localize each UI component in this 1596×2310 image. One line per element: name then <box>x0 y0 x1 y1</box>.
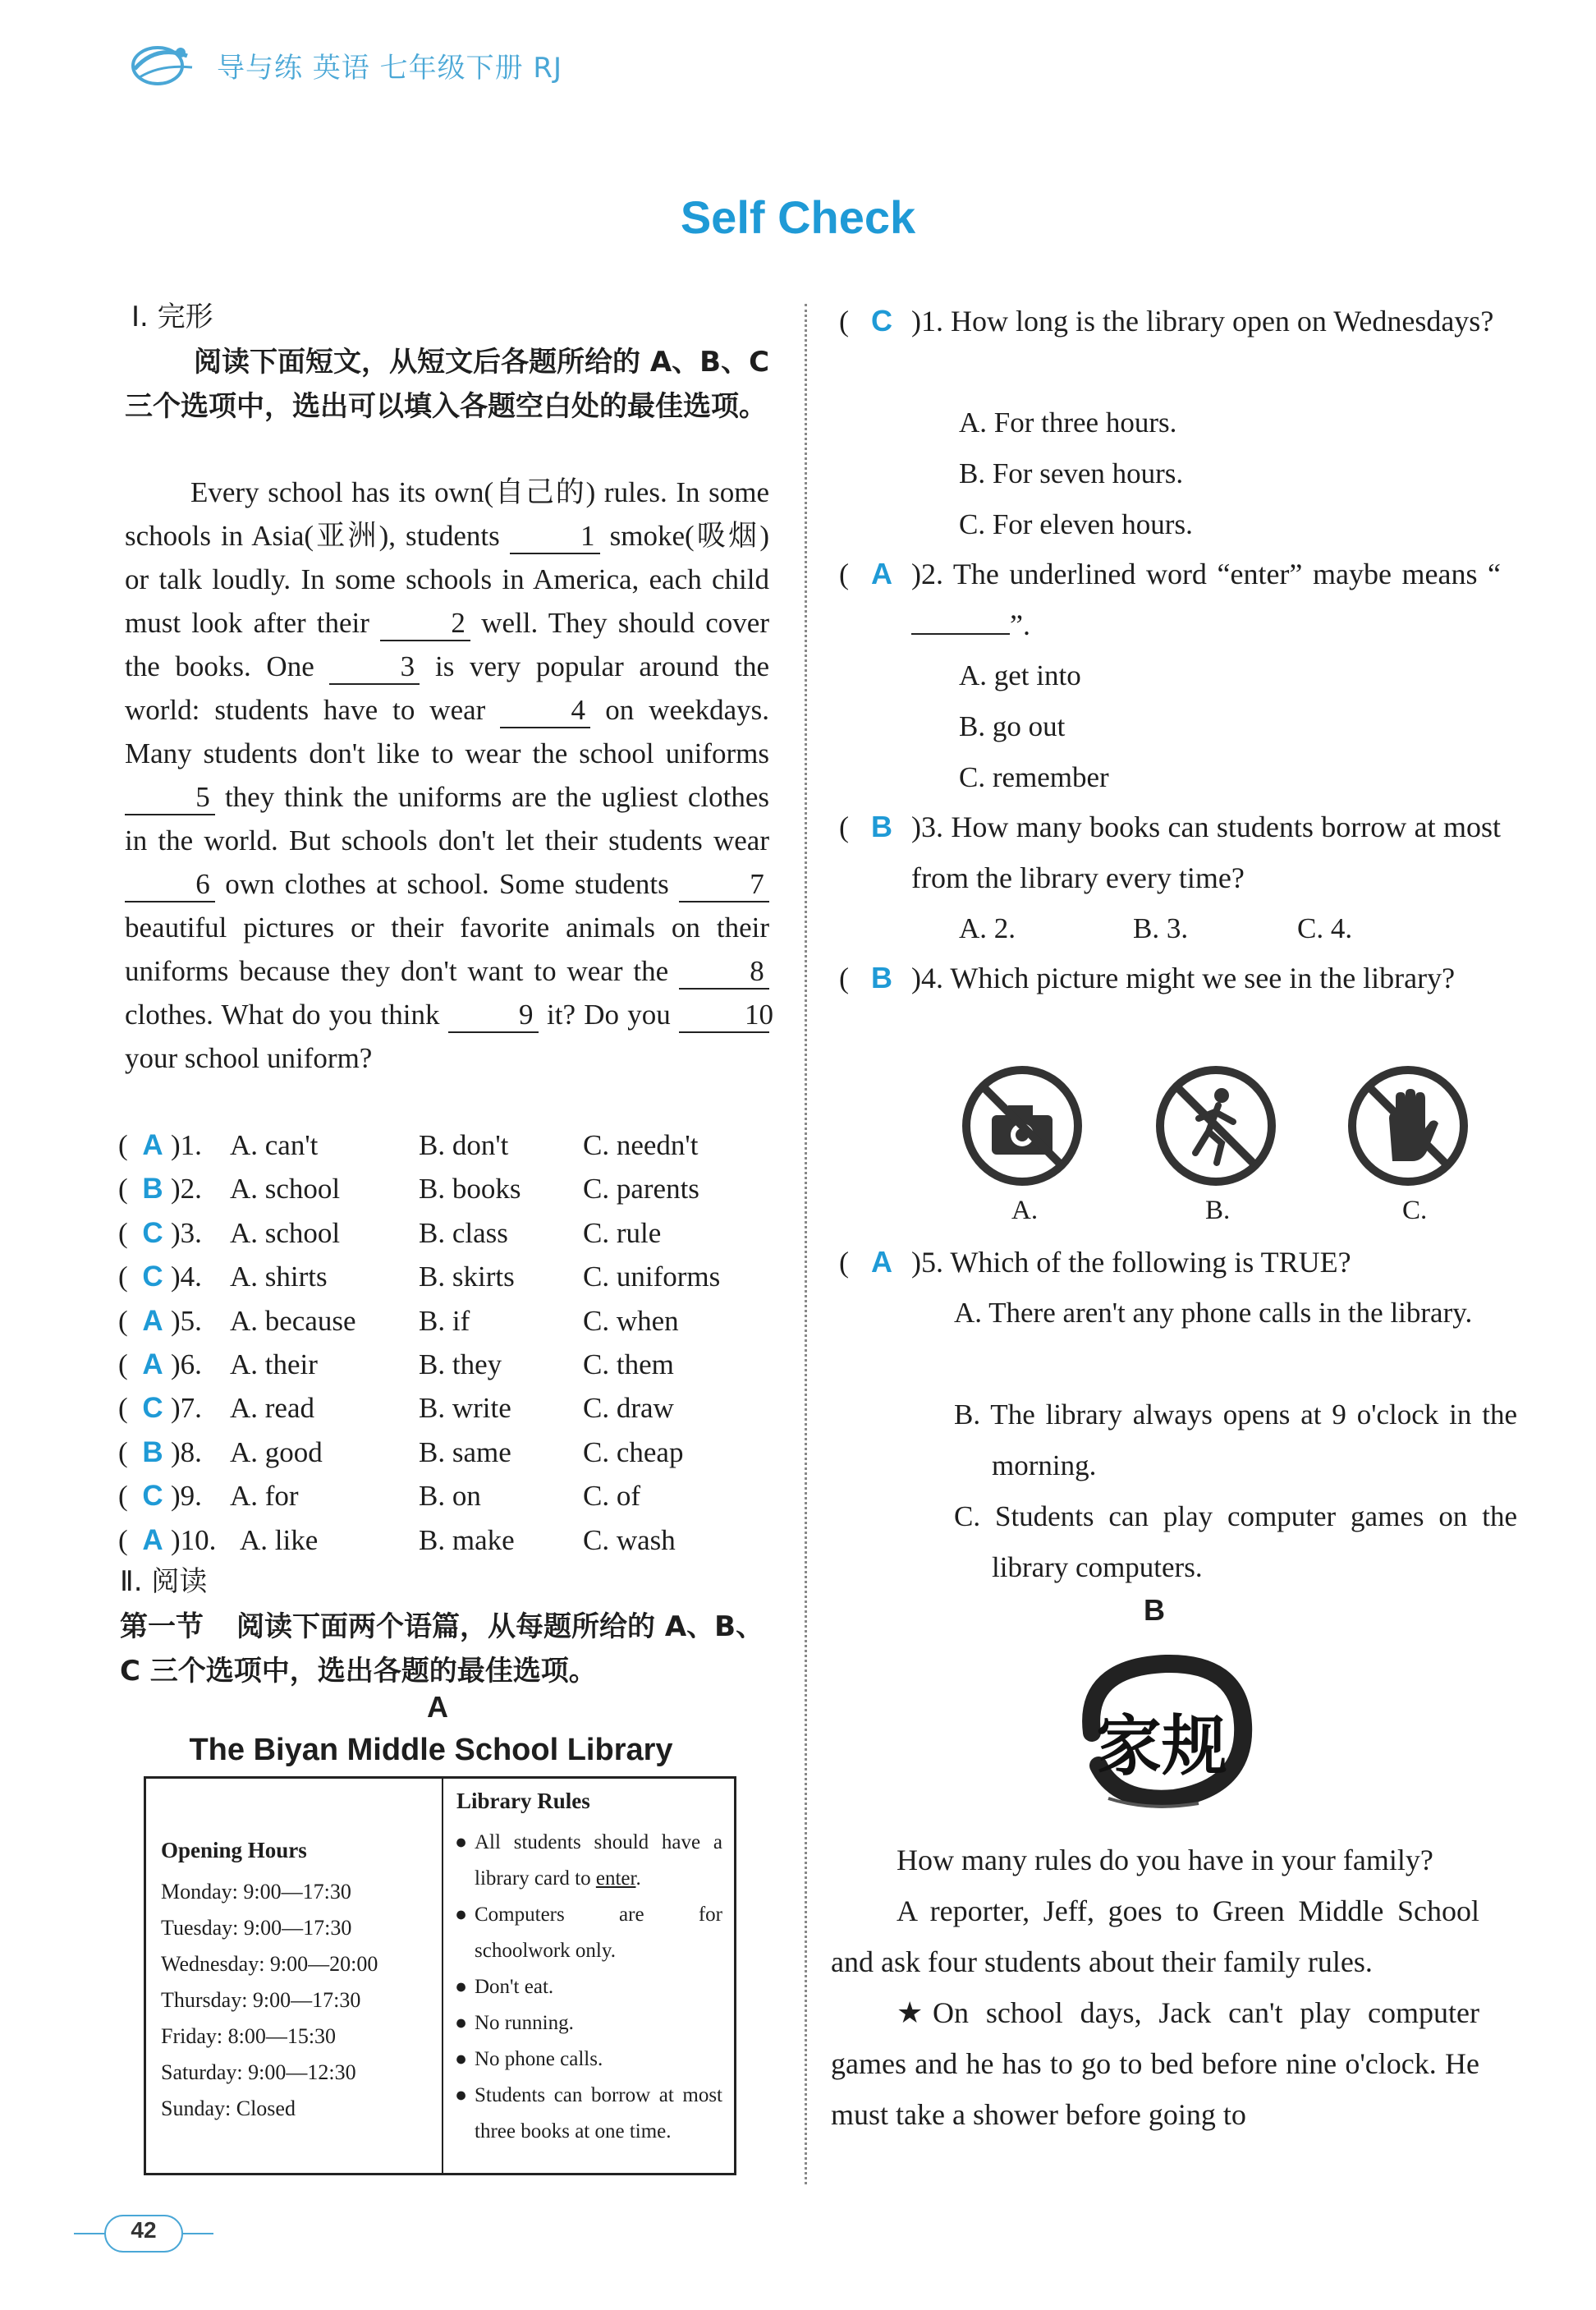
option-c: C. remember <box>959 761 1109 793</box>
bullet-icon: ● <box>455 2048 468 2070</box>
answer-blank <box>911 633 1010 635</box>
option-c: C. needn't <box>583 1129 699 1161</box>
question-stem <box>911 296 1501 347</box>
answer-letter: C <box>142 1480 163 1513</box>
passage-text: on weekdays. Many students don't like to wear the school uniforms <box>125 694 769 769</box>
stem-text-end: ”. <box>1010 608 1030 641</box>
option-b: B. books <box>419 1173 521 1206</box>
option-a: A. like <box>240 1523 319 1556</box>
open-paren: ( <box>118 1348 128 1380</box>
cloze-question-row <box>115 1474 772 1518</box>
option-a: A. get into <box>959 659 1081 691</box>
option-b: B. write <box>419 1392 511 1425</box>
passage-text: Every school has its own(自己的) rules. In some schools in Asia(亚洲), students <box>125 476 769 552</box>
option-a: A. their <box>230 1348 318 1380</box>
passage-a-letter: A <box>427 1690 448 1724</box>
open-paren: ( <box>839 1246 849 1279</box>
answer-letter: C <box>142 1216 163 1249</box>
answer-letter: B <box>871 961 892 994</box>
passage-text: your school uniform? <box>125 1042 373 1074</box>
question-stem <box>911 953 1501 1003</box>
picture-label-b: B. <box>1205 1196 1231 1225</box>
rules-list <box>455 1825 722 2150</box>
rules-title: Library Rules <box>456 1789 590 1813</box>
option-c: C. For eleven hours. <box>959 508 1193 540</box>
rule-text: All students should have a library card to <box>475 1831 722 1890</box>
option-b: B. if <box>419 1304 470 1337</box>
part1-label: Ⅰ. 完形 <box>131 301 213 333</box>
option-a: A. For three hours. <box>959 406 1177 439</box>
option-b: B. on <box>419 1480 481 1513</box>
bullet-icon: ● <box>455 2012 468 2034</box>
option-b: B. skirts <box>419 1261 515 1293</box>
option-b: B. go out <box>959 710 1066 742</box>
open-paren: ( <box>839 558 849 590</box>
answer-letter: B <box>142 1173 163 1206</box>
series-title: 导与练 英语 七年级下册 RJ <box>217 51 563 85</box>
question-number: )7. <box>171 1392 202 1425</box>
library-info-box <box>144 1776 736 2175</box>
question-number: )2. <box>171 1173 202 1206</box>
cloze-blank-3: 3 <box>329 650 420 685</box>
rule-item <box>455 1969 722 2005</box>
bullet-icon: ● <box>455 1976 468 1998</box>
option-a: A. read <box>230 1392 315 1425</box>
answer-letter: A <box>871 1245 892 1279</box>
page-header <box>123 39 562 90</box>
cloze-blank-2: 2 <box>380 607 470 641</box>
no-running-sign-icon <box>1154 1064 1277 1187</box>
question-stem <box>911 801 1501 903</box>
hours-title: Opening Hours <box>161 1838 307 1862</box>
open-paren: ( <box>118 1392 128 1425</box>
option-a: A. 2. <box>959 912 1016 944</box>
section-instruction: 阅读下面两个语篇，从每题所给的 A、B、C 三个选项中，选出各题的最佳选项。 <box>120 1610 764 1688</box>
rule-item <box>455 1897 722 1969</box>
passage-b-paragraph: How many rules do you have in your family? <box>897 1844 1433 1876</box>
section-label: 第一节 <box>120 1610 204 1643</box>
open-paren: ( <box>118 1523 128 1556</box>
cloze-question-row <box>115 1386 772 1430</box>
cloze-blank-9: 9 <box>448 999 539 1033</box>
hours-line: Friday: 8:00—15:30 <box>161 2024 337 2048</box>
open-paren: ( <box>839 962 849 994</box>
series-logo-icon <box>123 39 199 90</box>
open-paren: ( <box>118 1129 128 1161</box>
option-a: A. school <box>230 1173 341 1206</box>
cloze-question-row <box>115 1167 772 1210</box>
hours-list <box>161 1874 378 2127</box>
option-b: B. they <box>419 1348 502 1380</box>
question-number: )6. <box>171 1348 202 1380</box>
stem-text: )3. How many books can students borrow at most from the library every time? <box>911 811 1501 894</box>
cloze-passage <box>125 471 774 1080</box>
stem-text: )2. The underlined word “enter” maybe means “ <box>911 558 1501 590</box>
passage-text: clothes. What do you think <box>125 999 448 1031</box>
page-number: 42 <box>131 2217 157 2243</box>
library-title: The Biyan Middle School Library <box>189 1733 673 1767</box>
passage-text: smoke(吸烟) or talk loudly. In some schools in America, each child must look after their <box>125 520 769 639</box>
question-number: )10. <box>171 1523 217 1556</box>
option-b: B. make <box>419 1523 515 1556</box>
rule-item <box>455 2078 722 2150</box>
cloze-blank-5: 5 <box>125 781 215 815</box>
option-c: C. when <box>583 1304 679 1337</box>
part2-label: Ⅱ. 阅读 <box>120 1565 208 1598</box>
bullet-icon: ● <box>455 1904 468 1926</box>
option-b: B. don't <box>419 1129 509 1161</box>
rule-text: Computers are for schoolwork only. <box>475 1904 722 1962</box>
rules-panel <box>443 1779 734 2173</box>
option-b: B. class <box>419 1216 508 1249</box>
cloze-blank-4: 4 <box>500 694 590 728</box>
rule-text-end: . <box>635 1867 641 1890</box>
passage-text: own clothes at school. Some students <box>215 868 679 900</box>
open-paren: ( <box>118 1173 128 1206</box>
passage-b <box>831 1835 1479 2140</box>
question-stem <box>911 549 1501 650</box>
option-c: C. 4. <box>1297 912 1353 944</box>
open-paren: ( <box>118 1261 128 1293</box>
hours-line: Tuesday: 9:00—17:30 <box>161 1916 352 1940</box>
option-c: C. draw <box>583 1392 674 1425</box>
cloze-blank-8: 8 <box>679 955 769 990</box>
option-c: C. cheap <box>583 1435 684 1468</box>
hours-panel <box>146 1779 443 2173</box>
cloze-question-row <box>115 1343 772 1386</box>
option-b: B. For seven hours. <box>959 457 1184 489</box>
answer-letter: B <box>142 1435 163 1468</box>
hours-line: Saturday: 9:00—12:30 <box>161 2060 356 2084</box>
question-number: )3. <box>171 1216 202 1249</box>
option-a: A. can't <box>230 1129 319 1161</box>
answer-letter: A <box>142 1304 163 1337</box>
question-number: )8. <box>171 1435 202 1468</box>
answer-letter: A <box>142 1129 163 1161</box>
picture-label-a: A. <box>1011 1196 1039 1225</box>
stem-text: )1. How long is the library open on Wednesdays? <box>911 305 1494 338</box>
open-paren: ( <box>118 1480 128 1513</box>
sign-pictures <box>961 1064 1494 1237</box>
option-c: C. wash <box>583 1523 676 1556</box>
option-a: A. shirts <box>230 1261 328 1293</box>
column-divider <box>805 304 807 2184</box>
part1-instruction: 阅读下面短文，从短文后各题所给的 A、B、C 三个选项中，选出可以填入各题空白处的最佳选项。 <box>125 346 770 423</box>
option-c: C. Students can play computer games on the library computers. <box>954 1500 1517 1583</box>
open-paren: ( <box>118 1304 128 1337</box>
underlined-word: enter <box>595 1867 636 1890</box>
cloze-question-row <box>115 1255 772 1298</box>
option-b: B. same <box>419 1435 511 1468</box>
passage-b-paragraph: ★On school days, Jack can't play computer games and he has to go to bed before nine o'clock. He must take a shower before going to <box>831 1996 1479 2131</box>
stem-text: )5. Which of the following is TRUE? <box>911 1246 1351 1279</box>
question-number: )1. <box>171 1129 202 1161</box>
cloze-question-row <box>115 1518 772 1562</box>
rule-text: No phone calls. <box>475 2048 603 2070</box>
cloze-question-row <box>115 1299 772 1343</box>
option-c: C. of <box>583 1480 640 1513</box>
rule-text: Students can borrow at most three books at one time. <box>475 2084 722 2142</box>
no-camera-sign-icon <box>961 1064 1084 1187</box>
option-a: A. because <box>230 1304 356 1337</box>
hours-line: Wednesday: 9:00—20:00 <box>161 1952 378 1976</box>
family-rules-logo <box>1059 1642 1256 1823</box>
stem-text: )4. Which picture might we see in the library? <box>911 962 1456 994</box>
rule-item <box>455 2005 722 2041</box>
hours-line: Sunday: Closed <box>161 2096 296 2120</box>
option-a: A. good <box>230 1435 323 1468</box>
cloze-question-row <box>115 1211 772 1255</box>
answer-letter: C <box>871 304 892 338</box>
passage-text: they think the uniforms are the ugliest clothes in the world. But schools don't let their students wear <box>125 781 769 856</box>
page-number-badge <box>74 2209 189 2258</box>
option-b: B. The library always opens at 9 o'clock in the morning. <box>954 1398 1517 1481</box>
cloze-questions <box>115 1123 772 1562</box>
option-a: A. school <box>230 1216 341 1249</box>
rule-text: No running. <box>475 2012 574 2034</box>
option-c: C. parents <box>583 1173 699 1206</box>
passage-text: beautiful pictures or their favorite animals on their uniforms because they don't want to wear the <box>125 912 769 987</box>
hours-line: Thursday: 9:00—17:30 <box>161 1988 361 2012</box>
question-number: )9. <box>171 1480 202 1513</box>
passage-text: well. They should cover the books. One <box>125 607 769 682</box>
no-touching-sign-icon <box>1346 1064 1470 1187</box>
page-title: Self Check <box>680 191 916 243</box>
answer-letter: A <box>142 1523 163 1556</box>
hours-line: Monday: 9:00—17:30 <box>161 1880 351 1904</box>
option-a: A. for <box>230 1480 299 1513</box>
cloze-question-row <box>115 1123 772 1167</box>
cloze-blank-7: 7 <box>679 868 769 902</box>
logo-text: 家规 <box>1096 1707 1227 1784</box>
part2-instruction <box>120 1605 777 1693</box>
option-c: C. uniforms <box>583 1261 721 1293</box>
rule-item <box>455 2041 722 2078</box>
open-paren: ( <box>839 305 849 338</box>
open-paren: ( <box>118 1435 128 1468</box>
cloze-blank-10: 10 <box>679 999 769 1033</box>
answer-letter: C <box>142 1392 163 1425</box>
answer-letter: B <box>871 810 892 843</box>
option-b: B. 3. <box>1133 912 1189 944</box>
question-number: )4. <box>171 1261 202 1293</box>
cloze-question-row <box>115 1431 772 1474</box>
question-number: )5. <box>171 1304 202 1337</box>
bullet-icon: ● <box>455 1831 468 1853</box>
answer-letter: A <box>142 1348 163 1380</box>
answer-letter: A <box>871 557 892 590</box>
passage-b-letter: B <box>1144 1593 1165 1627</box>
option-c: C. rule <box>583 1216 662 1249</box>
open-paren: ( <box>118 1216 128 1249</box>
passage-text: is very popular around the world: students have to wear <box>125 650 769 726</box>
rule-item <box>455 1825 722 1897</box>
passage-b-paragraph: A reporter, Jeff, goes to Green Middle School and ask four students about their family rules. <box>831 1894 1479 1978</box>
option-a: A. There aren't any phone calls in the library. <box>954 1297 1473 1329</box>
question-stem <box>911 1237 1501 1288</box>
option-c: C. them <box>583 1348 674 1380</box>
cloze-blank-6: 6 <box>125 868 215 902</box>
answer-letter: C <box>142 1261 163 1293</box>
rule-text: Don't eat. <box>475 1976 554 1998</box>
cloze-blank-1: 1 <box>510 520 600 554</box>
bullet-icon: ● <box>455 2084 468 2106</box>
open-paren: ( <box>839 811 849 843</box>
picture-label-c: C. <box>1402 1196 1428 1225</box>
passage-text: it? Do you <box>538 999 680 1031</box>
